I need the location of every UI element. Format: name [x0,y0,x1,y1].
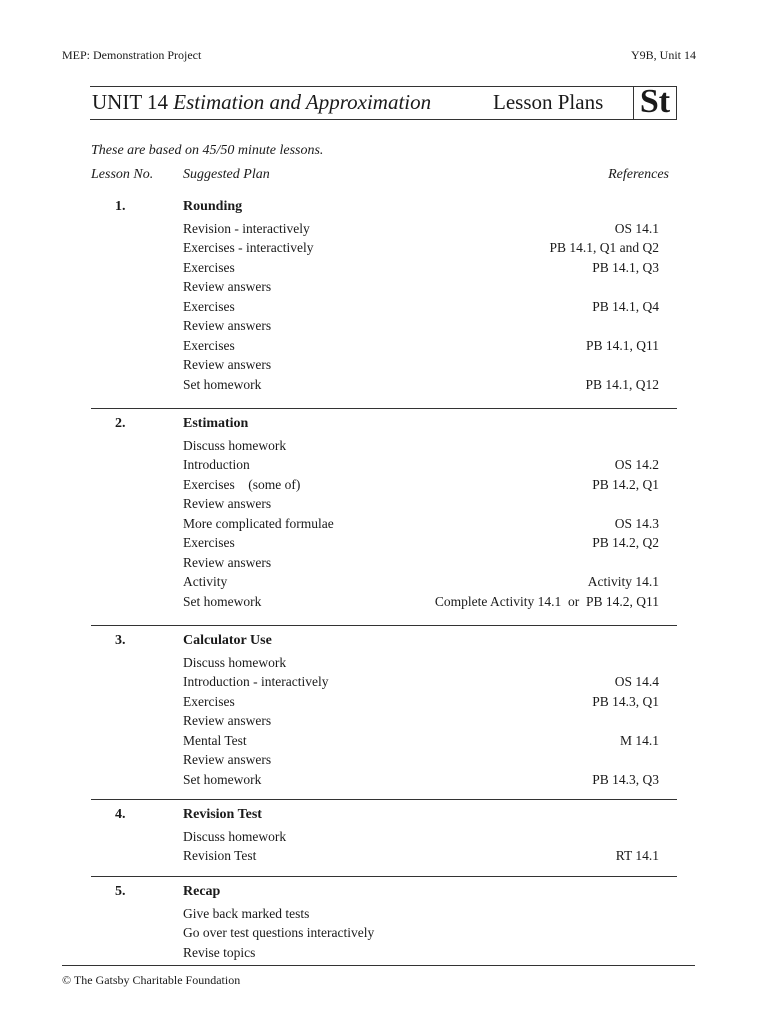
lesson-number: 1. [115,199,126,214]
lesson-divider [91,799,677,800]
plan-row [183,692,659,712]
plan-reference: PB 14.1, Q12 [585,376,659,392]
plan-row [183,711,659,731]
plan-activity: Exercises - interactively [183,240,314,255]
plan-activity: Review answers [183,752,272,767]
plan-reference: PB 14.1, Q3 [592,259,659,275]
lesson-title: Estimation [183,416,249,431]
lesson-title: Calculator Use [183,633,272,648]
lesson-divider [91,408,677,409]
plan-activity: Discuss homework [183,437,287,453]
plan-row [183,455,659,475]
plan-activity: Revision - interactively [183,220,310,236]
plan-row [183,572,659,592]
lesson-plan-list [183,219,659,395]
plan-reference: Complete Activity 14.1 or PB 14.2, Q11 [434,593,659,609]
plan-activity: Set homework [183,593,262,609]
plan-row [183,553,659,573]
plan-reference: RT 14.1 [615,848,659,863]
plan-row [183,475,659,495]
plan-row [183,672,659,692]
plan-reference: PB 14.2, Q2 [592,535,659,550]
plan-reference: PB 14.3, Q1 [592,693,659,709]
lesson-plan-list [183,904,659,963]
lesson-plan-list [183,653,659,790]
plan-reference: OS 14.3 [614,515,659,531]
lesson-plan-list [183,827,659,866]
plan-reference: PB 14.1, Q1 and Q2 [549,240,659,255]
footer-copyright: © The Gatsby Charitable Foundation [62,973,241,987]
plan-activity: Exercises [183,535,235,550]
plan-reference: PB 14.1, Q11 [585,337,659,353]
lesson-divider [91,876,677,877]
plan-row [183,827,659,847]
plan-activity: Set homework [183,771,262,787]
plan-row [183,923,659,943]
st-badge: St [633,86,677,120]
plan-row [183,770,659,790]
plan-row [183,592,659,612]
lesson-number: 5. [115,884,126,899]
plan-activity: Exercises (some of) [183,476,301,492]
page-title [92,90,431,115]
plan-row [183,258,659,278]
plan-reference: PB 14.3, Q3 [592,771,659,787]
plan-activity: Discuss homework [183,828,287,844]
lesson-title: Revision Test [183,807,262,822]
title-bar [90,83,677,120]
plan-activity: Review answers [183,713,272,728]
header-right: Y9B, Unit 14 [630,48,696,62]
lesson-number: 2. [115,416,126,431]
plan-row [183,336,659,356]
lesson-title: Rounding [183,199,243,214]
plan-row [183,943,659,963]
plan-activity: Mental Test [183,732,247,748]
plan-reference: Activity 14.1 [587,574,659,589]
plan-activity: Revise topics [183,944,256,960]
plan-row [183,436,659,456]
plan-activity: Give back marked tests [183,905,310,921]
plan-row [183,297,659,317]
plan-row [183,277,659,297]
unit-topic: Estimation and Approximation [173,90,432,114]
plan-row [183,750,659,770]
plan-reference: OS 14.1 [614,220,659,236]
plan-reference: PB 14.1, Q4 [592,298,659,314]
footer-divider [62,965,695,966]
plan-activity: Introduction [183,457,250,472]
plan-activity: Exercises [183,693,235,709]
plan-activity: Review answers [183,318,272,333]
lesson-number: 3. [115,633,126,648]
plan-row [183,653,659,673]
plan-row [183,846,659,866]
plan-reference: OS 14.4 [614,674,659,689]
plan-activity: Discuss homework [183,654,287,670]
column-header-references: References [608,167,669,182]
lesson-number: 4. [115,807,126,822]
plan-row [183,731,659,751]
plan-row [183,494,659,514]
plan-activity: Introduction - interactively [183,674,329,689]
plan-activity: Exercises [183,259,235,275]
plan-activity: Exercises [183,337,235,353]
plan-activity: Exercises [183,298,235,314]
plan-row [183,533,659,553]
header-left: MEP: Demonstration Project [62,48,202,62]
lesson-divider [91,625,677,626]
plan-activity: Set homework [183,376,262,392]
unit-label: UNIT 14 [92,90,169,114]
lesson-title: Recap [183,884,221,899]
plan-row [183,355,659,375]
plan-reference: OS 14.2 [614,457,659,472]
plan-activity: Go over test questions interactively [183,925,375,940]
plan-activity: More complicated formulae [183,515,334,531]
plan-activity: Review answers [183,357,272,372]
plan-row [183,904,659,924]
plan-activity: Revision Test [183,848,257,863]
column-header-plan: Suggested Plan [183,167,270,182]
plan-row [183,219,659,239]
intro-text: These are based on 45/50 minute lessons. [91,143,324,158]
plan-row [183,514,659,534]
plan-activity: Review answers [183,496,272,511]
plan-row [183,375,659,395]
plan-activity: Activity [183,574,228,589]
column-header-lesson-no: Lesson No. [91,167,154,182]
plan-reference: M 14.1 [619,732,659,748]
plan-reference: PB 14.2, Q1 [592,476,659,492]
lesson-plans-label: Lesson Plans [493,90,604,114]
plan-row [183,316,659,336]
plan-activity: Review answers [183,554,272,570]
plan-activity: Review answers [183,279,272,294]
lesson-plan-list [183,436,659,612]
plan-row [183,238,659,258]
